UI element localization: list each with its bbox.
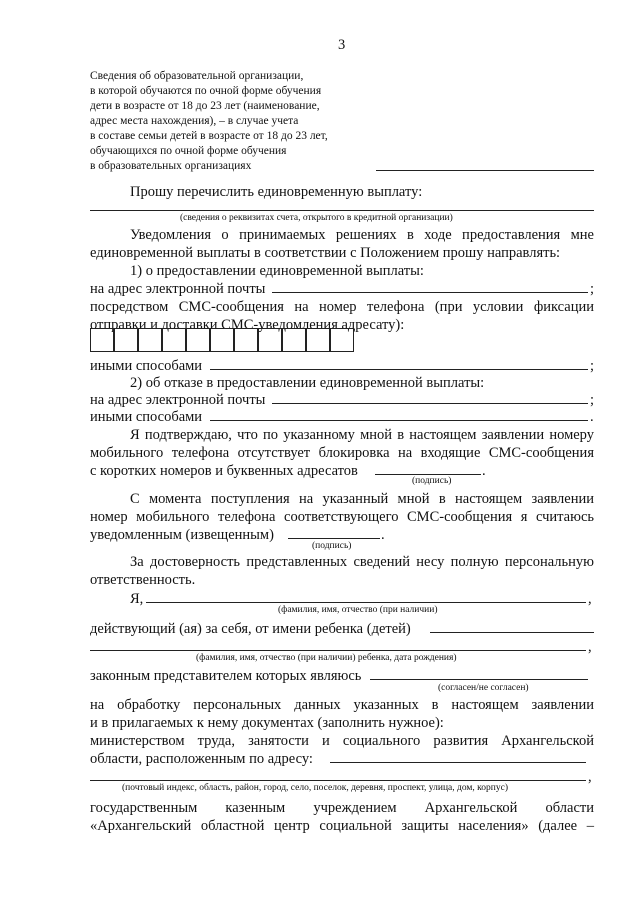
email-field-2[interactable]: [272, 403, 588, 404]
comma-2: ,: [588, 639, 592, 655]
caption-fio: (фамилия, имя, отчество (при наличии): [278, 605, 438, 615]
period-1: .: [590, 409, 594, 425]
phone-digit-cell[interactable]: [330, 328, 354, 352]
request-payment-text: Прошу перечислить единовременную выплату:: [130, 184, 423, 200]
phone-digit-cell[interactable]: [114, 328, 138, 352]
caption-address: (почтовый индекс, область, район, город, село, поселок, деревня, проспект, улица, дом, корпус): [122, 783, 509, 793]
phone-digit-cell[interactable]: [282, 328, 306, 352]
email-label-1: на адрес электронной почты: [90, 281, 266, 297]
processing-line-1: на обработку персональных данных указанных в настоящем заявлении: [90, 697, 594, 713]
phone-digit-cell[interactable]: [186, 328, 210, 352]
sms-line-1: посредством СМС-сообщения на номер телефона (при условии фиксации: [90, 299, 594, 315]
caption-child: (фамилия, имя, отчество (при наличии) ребенка, дата рождения): [196, 653, 457, 663]
moment-line-3: уведомленным (извещенным): [90, 527, 274, 543]
other-label-2: иными способами: [90, 409, 203, 425]
phone-digit-cell[interactable]: [210, 328, 234, 352]
email-field-1[interactable]: [272, 292, 588, 293]
semicolon-3: ;: [590, 392, 595, 408]
sms-line-2: отправки и доставки СМС-уведомления адресату):: [90, 317, 405, 333]
comma-1: ,: [588, 591, 592, 607]
processing-line-2: и в прилагаемых к нему документах (заполнить нужное):: [90, 715, 444, 731]
semicolon-1: ;: [590, 281, 595, 297]
acting-label: действующий (ая) за себя, от имени ребенка (детей): [90, 621, 411, 637]
page-number: 3: [338, 37, 346, 53]
gku-line-2: «Архангельский областной центр социальной защиты населения» (далее –: [90, 818, 594, 834]
consent-field[interactable]: [370, 679, 588, 680]
ministry-line-1: министерством труда, занятости и социального развития Архангельской: [90, 733, 594, 749]
email-label-2: на адрес электронной почты: [90, 392, 266, 408]
reliability-line-2: ответственность.: [90, 572, 196, 588]
item-2-heading: 2) об отказе в предоставлении единовременной выплаты:: [130, 375, 485, 391]
ministry-line-2: области, расположенным по адресу:: [90, 751, 313, 767]
confirm-line-1: Я подтверждаю, что по указанному мной в настоящем заявлении номеру: [130, 427, 594, 443]
edu-org-field[interactable]: [376, 170, 594, 171]
confirm-line-3: с коротких номеров и буквенных адресатов: [90, 463, 358, 479]
caption-consent: (согласен/не согласен): [438, 683, 529, 693]
phone-digit-cell[interactable]: [90, 328, 114, 352]
period-2: .: [482, 463, 486, 479]
phone-digit-cell[interactable]: [162, 328, 186, 352]
reliability-line-1: За достоверность представленных сведений несу полную персональную: [130, 554, 594, 570]
signature-field-1[interactable]: [375, 474, 481, 475]
child-field[interactable]: [90, 650, 586, 651]
caption-bank: (сведения о реквизитах счета, открытого в кредитной организации): [180, 213, 453, 223]
fio-field[interactable]: [146, 602, 586, 603]
item-1-heading: 1) о предоставлении единовременной выплаты:: [130, 263, 424, 279]
gku-line-1: государственным казенным учреждением Архангельской области: [90, 800, 594, 816]
ministry-address-field-2[interactable]: [90, 780, 586, 781]
phone-digit-cell[interactable]: [138, 328, 162, 352]
edu-line-5: в составе семьи детей в возрасте от 18 до 23 лет,: [90, 130, 328, 142]
i-label: Я,: [130, 591, 144, 607]
ministry-address-field-1[interactable]: [330, 762, 586, 763]
edu-line-3: дети в возрасте от 18 до 23 лет (наименование,: [90, 100, 320, 112]
moment-line-2: номер мобильного телефона соответствующего СМС-сообщения я считаюсь: [90, 509, 594, 525]
notify-line-2: единовременной выплаты в соответствии с Положением прошу направлять:: [90, 245, 561, 261]
caption-sign-1: (подпись): [412, 476, 452, 486]
other-field-1[interactable]: [210, 369, 588, 370]
semicolon-2: ;: [590, 358, 595, 374]
bank-details-field[interactable]: [90, 210, 594, 211]
phone-digit-cell[interactable]: [234, 328, 258, 352]
period-3: .: [381, 527, 385, 543]
edu-line-2: в которой обучаются по очной форме обучения: [90, 85, 322, 97]
comma-3: ,: [588, 769, 592, 785]
phone-digit-cell[interactable]: [258, 328, 282, 352]
notify-line-1: Уведомления о принимаемых решениях в ходе предоставления мне: [130, 227, 594, 243]
phone-digit-cell[interactable]: [306, 328, 330, 352]
confirm-line-2: мобильного телефона отсутствует блокировка на входящие СМС-сообщения: [90, 445, 594, 461]
edu-line-7: в образовательных организациях: [90, 160, 252, 172]
other-label-1: иными способами: [90, 358, 203, 374]
caption-sign-2: (подпись): [312, 541, 352, 551]
moment-line-1: С момента поступления на указанный мной в настоящем заявлении: [130, 491, 594, 507]
signature-field-2[interactable]: [288, 538, 380, 539]
edu-line-6: обучающихся по очной форме обучения: [90, 145, 287, 157]
edu-line-1: Сведения об образовательной организации,: [90, 70, 304, 82]
edu-line-4: адрес места нахождения), – в случае учета: [90, 115, 299, 127]
acting-field[interactable]: [430, 632, 594, 633]
other-field-2[interactable]: [210, 420, 588, 421]
legal-rep-text: законным представителем которых являюсь: [90, 668, 362, 684]
